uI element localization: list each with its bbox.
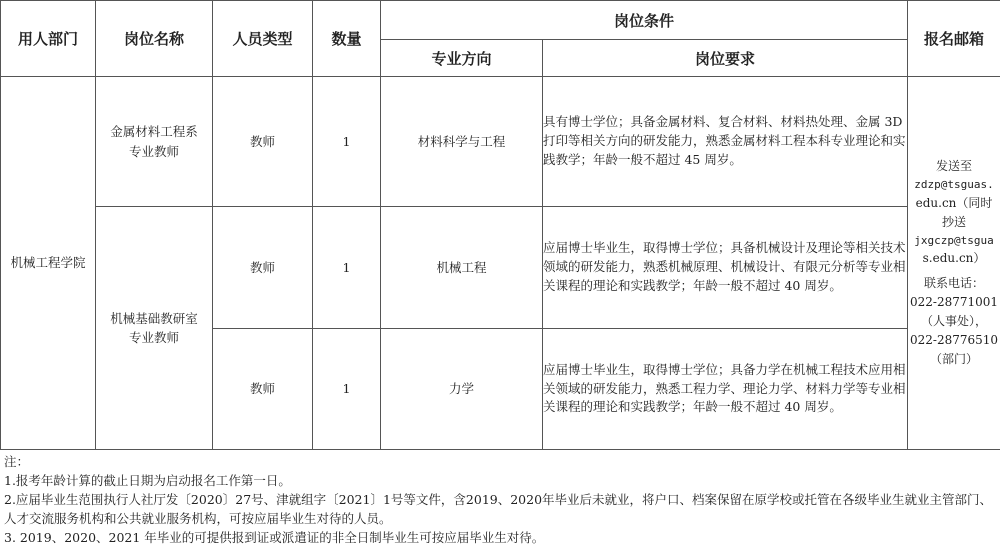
staff-type-cell: 教师: [213, 77, 313, 207]
email-cell: [908, 77, 1000, 450]
table-row: [1, 207, 1000, 329]
header-conditions: 岗位条件: [381, 1, 908, 40]
position-name-line: 专业教师: [128, 330, 179, 345]
staff-type-cell: 教师: [213, 329, 313, 450]
major-cell: 机械工程: [381, 207, 543, 329]
count-cell: 1: [313, 207, 381, 329]
position-name-line: 金属材料工程系: [110, 124, 198, 140]
note-heading: 注：: [4, 454, 30, 469]
requirements-cell: 具有博士学位；具备金属材料、复合材料、材料热处理、金属 3D 打印等相关方向的研发能力，熟悉金属材料工程本科专业理论和实践教学；年龄一般不超过 45 周岁。: [543, 77, 908, 207]
header-staff-type: 人员类型: [213, 1, 313, 77]
count-cell: 1: [313, 329, 381, 450]
position-name-line: 专业教师: [128, 143, 179, 159]
header-position: 岗位名称: [96, 1, 213, 77]
header-major: 专业方向: [381, 40, 543, 77]
staff-type-cell: 教师: [213, 207, 313, 329]
email-line: 发送至: [936, 159, 973, 174]
email-address: zdzp@tsguas.: [914, 178, 994, 192]
header-requirements: 岗位要求: [543, 40, 908, 77]
phone-number: 022-28771001: [909, 294, 999, 309]
note-item: 2.应届毕业生范围执行人社厅发〔2020〕27号、津就组字〔2021〕1号等文件，含2019、2020年毕业后未就业，将户口、档案保留在原学校或托管在各级毕业生就业主管部门、人才交流服务机构和公共就业服务机构，可按应届毕业生对待的人员。: [4, 492, 993, 526]
position-cell: [96, 77, 213, 207]
major-cell: 材料科学与工程: [381, 77, 543, 207]
email-address: jxgczp@tsgua: [914, 233, 994, 247]
email-line: edu.cn（同时: [915, 195, 993, 210]
phone-label: 联系电话：: [924, 275, 985, 290]
note-item: 3. 2019、2020、2021 年毕业的可提供报到证或派遣证的非全日制毕业生可按应届毕业生对待。: [4, 530, 545, 545]
table-row: [1, 77, 1000, 207]
major-cell: 力学: [381, 329, 543, 450]
requirements-cell: 应届博士毕业生，取得博士学位；具备机械设计及理论等相关技术领域的研发能力，熟悉机械原理、机械设计、有限元分析等专业相关课程的理论和实践教学；年龄一般不超过 40 周岁。: [543, 207, 908, 329]
count-cell: 1: [313, 77, 381, 207]
note-item: 1.报考年龄计算的截止日期为启动报名工作第一日。: [4, 473, 291, 488]
header-email: 报名邮箱: [908, 1, 1000, 77]
department-cell: 机械工程学院: [1, 77, 96, 450]
phone-note: （部门）: [930, 351, 979, 366]
requirements-cell: 应届博士毕业生，取得博士学位；具备力学在机械工程技术应用相关领域的研发能力，熟悉工程力学、理论力学、材料力学等专业相关课程的理论和实践教学；年龄一般不超过 40 周岁。: [543, 329, 908, 450]
notes-section: [4, 452, 998, 547]
position-cell: [96, 207, 213, 450]
email-line: 抄送: [942, 214, 967, 229]
email-line: s.edu.cn）: [922, 250, 986, 265]
header-department: 用人部门: [1, 1, 96, 77]
header-count: 数量: [313, 1, 381, 77]
position-name-line: 机械基础教研室: [110, 310, 198, 326]
phone-number: 022-28776510: [909, 332, 999, 347]
phone-note: （人事处），: [921, 313, 988, 328]
